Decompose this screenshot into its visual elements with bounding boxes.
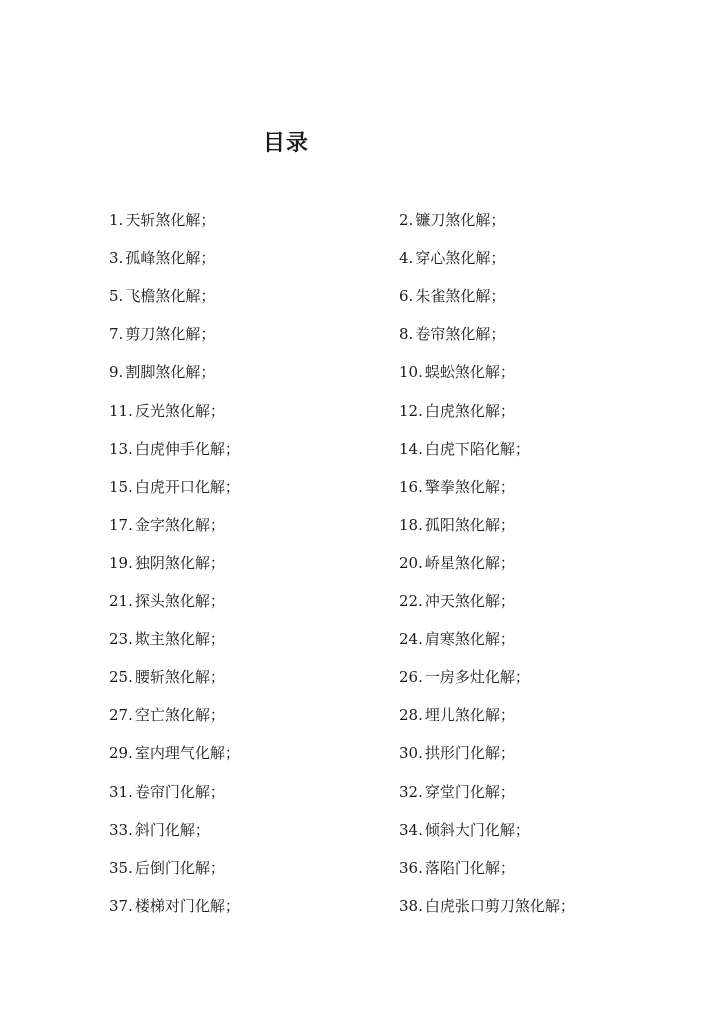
toc-item[interactable]: [399, 702, 515, 728]
toc-item[interactable]: [109, 207, 215, 233]
toc-item[interactable]: [109, 321, 215, 347]
toc-item[interactable]: [399, 436, 530, 462]
toc-item-label: 镰刀煞化解；: [415, 211, 506, 229]
toc-item-label: 室内理气化解；: [134, 744, 240, 762]
toc-item[interactable]: [109, 550, 225, 576]
toc-item-label: 反光煞化解；: [134, 402, 225, 420]
toc-item-number: 8.: [399, 325, 414, 343]
toc-item[interactable]: [399, 855, 515, 881]
toc-item-label: 割脚煞化解；: [125, 363, 216, 381]
toc-item-number: 11.: [109, 402, 133, 420]
toc-item[interactable]: [109, 779, 225, 805]
toc-item[interactable]: [399, 817, 530, 843]
toc-item-label: 穿堂门化解；: [424, 783, 515, 801]
toc-item[interactable]: [109, 359, 215, 385]
toc-item-label: 朱雀煞化解；: [415, 287, 506, 305]
toc-item-number: 7.: [109, 325, 124, 343]
toc-item-label: 白虎开口化解；: [134, 478, 240, 496]
toc-item[interactable]: [399, 664, 530, 690]
toc-item[interactable]: [399, 779, 515, 805]
toc-item-number: 3.: [109, 249, 124, 267]
toc-item[interactable]: [109, 512, 225, 538]
toc-item-label: 穿心煞化解；: [415, 249, 506, 267]
toc-item-number: 16.: [399, 478, 423, 496]
toc-item-label: 探头煞化解；: [134, 592, 225, 610]
toc-item[interactable]: [109, 588, 225, 614]
toc-item-label: 落陷门化解；: [424, 859, 515, 877]
toc-item-number: 1.: [109, 211, 124, 229]
toc-item-number: 12.: [399, 402, 423, 420]
toc-item-label: 腰斩煞化解；: [134, 668, 225, 686]
toc-item[interactable]: [109, 398, 225, 424]
toc-item[interactable]: [109, 626, 225, 652]
toc-item-number: 38.: [399, 897, 423, 915]
toc-item-number: 4.: [399, 249, 414, 267]
toc-item-number: 37.: [109, 897, 133, 915]
toc-item-label: 白虎张口剪刀煞化解；: [424, 897, 575, 915]
toc-item[interactable]: [109, 474, 240, 500]
toc-item[interactable]: [109, 664, 225, 690]
toc-item-label: 白虎下陷化解；: [424, 440, 530, 458]
toc-item-number: 27.: [109, 706, 133, 724]
toc-item[interactable]: [399, 512, 515, 538]
toc-item[interactable]: [399, 474, 515, 500]
toc-item-label: 卷帘煞化解；: [415, 325, 506, 343]
toc-item-number: 28.: [399, 706, 423, 724]
toc-item-label: 肩寒煞化解；: [424, 630, 515, 648]
toc-item-number: 32.: [399, 783, 423, 801]
toc-item-number: 17.: [109, 516, 133, 534]
toc-item[interactable]: [399, 588, 515, 614]
toc-item[interactable]: [109, 436, 240, 462]
toc-item[interactable]: [399, 398, 515, 424]
toc-item-number: 15.: [109, 478, 133, 496]
toc-item-label: 空亡煞化解；: [134, 706, 225, 724]
toc-item-label: 一房多灶化解；: [424, 668, 530, 686]
toc-item[interactable]: [399, 740, 515, 766]
toc-item-number: 30.: [399, 744, 423, 762]
toc-item-label: 冲天煞化解；: [424, 592, 515, 610]
toc-item-label: 卷帘门化解；: [134, 783, 225, 801]
toc-item[interactable]: [399, 550, 515, 576]
toc-item[interactable]: [109, 817, 210, 843]
toc-item-number: 31.: [109, 783, 133, 801]
toc-item-number: 5.: [109, 287, 124, 305]
toc-item-number: 29.: [109, 744, 133, 762]
toc-item-number: 9.: [109, 363, 124, 381]
toc-item-number: 24.: [399, 630, 423, 648]
toc-item-number: 19.: [109, 554, 133, 572]
toc-item-number: 18.: [399, 516, 423, 534]
toc-item-label: 后倒门化解；: [134, 859, 225, 877]
toc-item-number: 25.: [109, 668, 133, 686]
toc-item-label: 埋儿煞化解；: [424, 706, 515, 724]
toc-item-number: 23.: [109, 630, 133, 648]
toc-item-label: 飞檐煞化解；: [125, 287, 216, 305]
toc-item-number: 20.: [399, 554, 423, 572]
toc-item[interactable]: [399, 245, 505, 271]
toc-item[interactable]: [109, 245, 215, 271]
toc-item[interactable]: [399, 321, 505, 347]
toc-item-number: 35.: [109, 859, 133, 877]
toc-item-label: 金字煞化解；: [134, 516, 225, 534]
toc-item[interactable]: [109, 283, 215, 309]
toc-item-label: 峤星煞化解；: [424, 554, 515, 572]
toc-item-label: 蜈蚣煞化解；: [424, 363, 515, 381]
toc-item[interactable]: [399, 626, 515, 652]
toc-item[interactable]: [109, 702, 225, 728]
toc-item-number: 22.: [399, 592, 423, 610]
toc-item-label: 白虎煞化解；: [424, 402, 515, 420]
toc-item[interactable]: [109, 855, 225, 881]
page-title: 目录: [263, 131, 310, 156]
toc-item[interactable]: [399, 283, 505, 309]
toc-item-label: 孤阳煞化解；: [424, 516, 515, 534]
toc-item[interactable]: [399, 359, 515, 385]
toc-item-number: 36.: [399, 859, 423, 877]
toc-item-number: 13.: [109, 440, 133, 458]
toc-item[interactable]: [399, 207, 505, 233]
toc-item-label: 独阴煞化解；: [134, 554, 225, 572]
toc-item-label: 白虎伸手化解；: [134, 440, 240, 458]
toc-item-number: 21.: [109, 592, 133, 610]
toc-item-label: 剪刀煞化解；: [125, 325, 216, 343]
toc-item-label: 楼梯对门化解；: [134, 897, 240, 915]
toc-item-number: 33.: [109, 821, 133, 839]
toc-item-number: 6.: [399, 287, 414, 305]
toc-item-label: 拱形门化解；: [424, 744, 515, 762]
toc-item-number: 10.: [399, 363, 423, 381]
toc-item[interactable]: [109, 893, 240, 919]
toc-item-label: 天斩煞化解；: [125, 211, 216, 229]
toc-item-number: 14.: [399, 440, 423, 458]
toc-item-label: 斜门化解；: [134, 821, 210, 839]
toc-item-number: 34.: [399, 821, 423, 839]
toc-item-label: 倾斜大门化解；: [424, 821, 530, 839]
toc-item-number: 2.: [399, 211, 414, 229]
toc-item[interactable]: [109, 740, 240, 766]
toc-item[interactable]: [399, 893, 575, 919]
toc-item-label: 孤峰煞化解；: [125, 249, 216, 267]
toc-item-label: 欺主煞化解；: [134, 630, 225, 648]
toc-item-number: 26.: [399, 668, 423, 686]
toc-item-label: 擎拳煞化解；: [424, 478, 515, 496]
